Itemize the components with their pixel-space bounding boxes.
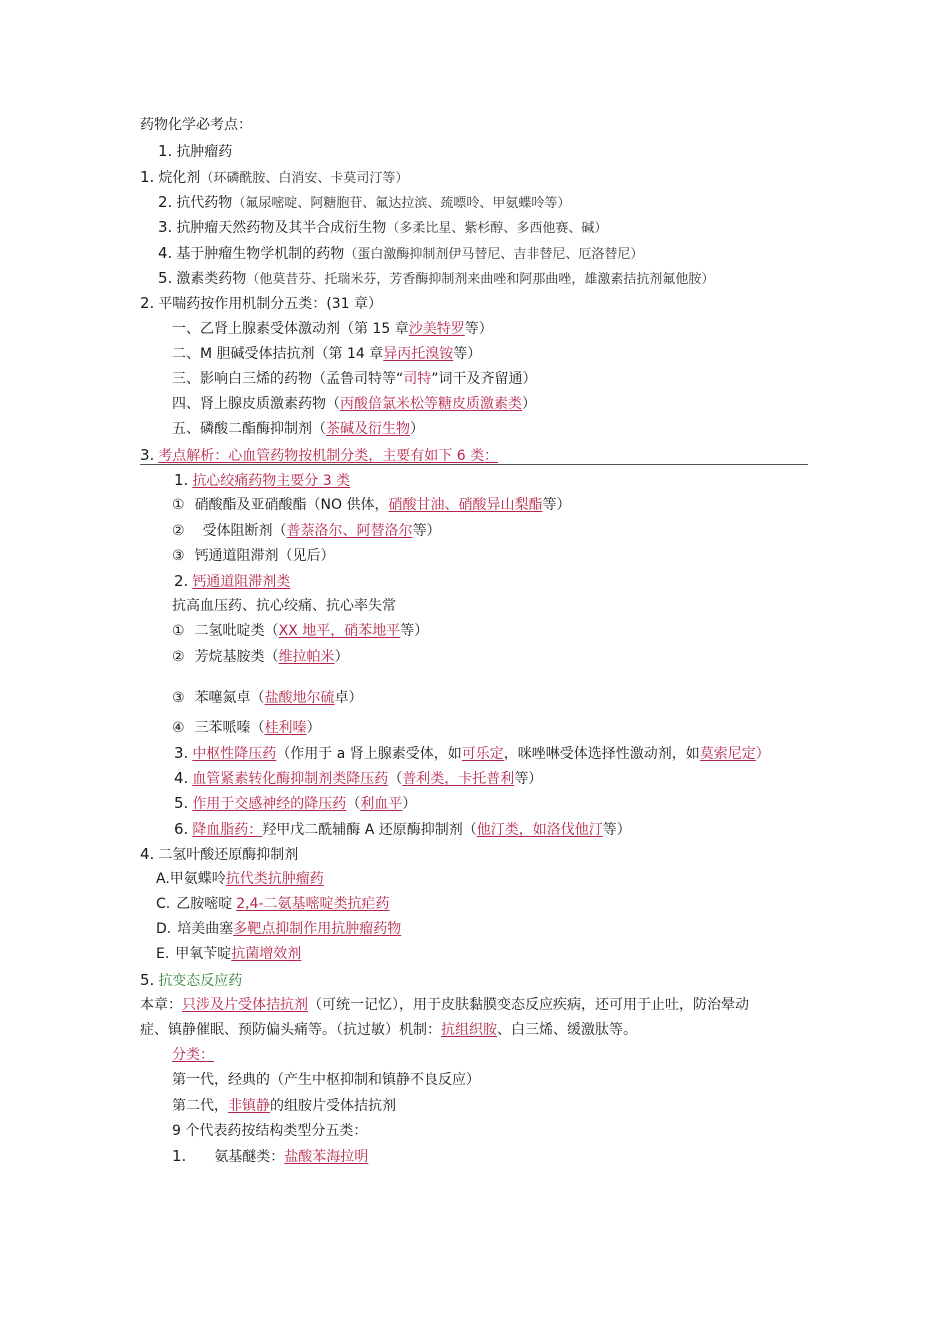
heading-cardiovascular bbox=[140, 446, 498, 465]
item-text: （作用于 a 肾上腺素受体，如 bbox=[276, 746, 462, 762]
list-item bbox=[156, 870, 324, 888]
list-item bbox=[158, 218, 607, 238]
item-text: 等） bbox=[453, 346, 482, 362]
drug-highlight: 司特 bbox=[403, 371, 432, 387]
list-item bbox=[174, 794, 416, 813]
list-item bbox=[158, 269, 714, 289]
list-item bbox=[172, 420, 424, 438]
list-item bbox=[172, 689, 363, 707]
item-text: ） bbox=[410, 421, 424, 437]
drug-highlight: 2,4-二氨基嘧啶类抗疟药 bbox=[236, 896, 390, 912]
item-text: 芳烷基胺类（ bbox=[194, 649, 279, 665]
item-text: 本章： bbox=[140, 997, 182, 1013]
list-number: 4. bbox=[174, 769, 189, 787]
item-text: 甲氨蝶呤 bbox=[169, 871, 226, 887]
list-number: 1. bbox=[172, 1147, 187, 1165]
drug-highlight: 只涉及片受体拮抗剂 bbox=[182, 997, 308, 1013]
list-item bbox=[172, 719, 321, 737]
classification-label bbox=[172, 1046, 214, 1064]
list-item bbox=[174, 820, 631, 839]
drug-highlight: 桂利嗪 bbox=[264, 720, 307, 736]
list-number: 5. bbox=[158, 269, 173, 287]
item-text: 激素类药物 bbox=[176, 271, 247, 287]
circle-marker: ③ bbox=[172, 690, 185, 706]
list-item bbox=[172, 648, 349, 666]
circle-marker: ④ bbox=[172, 720, 185, 736]
item-text: 氨基醚类： bbox=[214, 1149, 285, 1165]
item-note: （蛋白激酶抑制剂伊马替尼、吉非替尼、厄洛替尼） bbox=[344, 247, 644, 262]
list-item bbox=[158, 244, 643, 264]
list-item bbox=[140, 168, 408, 188]
item-text: ） bbox=[522, 396, 536, 412]
item-text: 二、M 胆碱受体拮抗剂（第 14 章 bbox=[172, 346, 384, 362]
heading-text: 平喘药按作用机制分五类： bbox=[158, 296, 327, 312]
item-text: 的组胺片受体拮抗剂 bbox=[270, 1098, 396, 1114]
list-item bbox=[172, 597, 396, 615]
heading-dhfr bbox=[140, 845, 298, 864]
item-text: 受体阻断剂（ bbox=[202, 523, 287, 539]
list-item bbox=[156, 945, 301, 963]
list-item bbox=[172, 1122, 367, 1140]
item-text: 卓） bbox=[334, 690, 363, 706]
letter-marker: C. bbox=[156, 896, 171, 912]
item-text: （ bbox=[388, 771, 403, 787]
list-item bbox=[172, 345, 481, 363]
item-text: 9 个代表药按结构类型分五类： bbox=[172, 1123, 368, 1139]
heading-text: 抗变态反应药 bbox=[158, 973, 243, 989]
drug-highlight: 异丙托溴铵 bbox=[383, 346, 454, 362]
item-text: 等） bbox=[542, 497, 571, 513]
item-text: ”词干及齐留通） bbox=[431, 371, 537, 387]
item-text: ） bbox=[334, 649, 349, 665]
item-text: 一、乙肾上腺素受体激动剂（第 15 章 bbox=[172, 321, 409, 337]
item-note: （氟尿嘧啶、阿糖胞苷、氟达拉滨、巯嘌呤、甲氨蝶呤等） bbox=[232, 196, 571, 211]
list-number: 3. bbox=[158, 218, 173, 236]
drug-highlight: 沙美特罗 bbox=[408, 321, 465, 337]
item-text: ，咪唑啉受体选择性激动剂，如 bbox=[503, 746, 700, 762]
item-text: 抗高血压药、抗心绞痛、抗心率失常 bbox=[172, 598, 396, 614]
list-item bbox=[174, 471, 350, 490]
heading-antitumor bbox=[158, 142, 232, 161]
drug-highlight: 硝酸甘油、硝酸异山梨酯 bbox=[388, 497, 543, 513]
list-item bbox=[156, 920, 401, 938]
drug-highlight: 他汀类，如洛伐他汀 bbox=[476, 822, 603, 838]
list-item bbox=[172, 1097, 396, 1115]
drug-highlight: 普利类，卡托普利 bbox=[402, 771, 515, 787]
item-text: 、白三烯、缓激肽等。 bbox=[497, 1022, 637, 1038]
list-number: 1. bbox=[158, 142, 173, 160]
letter-marker: A. bbox=[156, 871, 170, 887]
drug-highlight: 丙酸倍氯米松等糖皮质激素类 bbox=[340, 396, 522, 412]
item-text: 症、镇静催眠、预防偏头痛等。（抗过敏）机制： bbox=[140, 1022, 441, 1038]
item-text: 烷化剂 bbox=[158, 170, 201, 186]
drug-highlight: 维拉帕米 bbox=[278, 649, 335, 665]
list-number: 4. bbox=[158, 244, 173, 262]
drug-highlight: 血管紧素转化酶抑制剂类降压药 bbox=[192, 771, 389, 787]
paragraph-line bbox=[140, 1021, 637, 1039]
item-note: （多柔比星、紫杉醇、多西他赛、碱） bbox=[386, 221, 608, 236]
list-item bbox=[172, 1147, 368, 1166]
item-text: 五、磷酸二酯酶抑制剂（ bbox=[172, 421, 326, 437]
circle-marker: ② bbox=[172, 523, 185, 539]
drug-highlight: 非镇静 bbox=[228, 1098, 270, 1114]
drug-highlight: 抗菌增效剂 bbox=[231, 946, 302, 962]
item-text: 三、影响白三烯的药物（孟鲁司特等“ bbox=[172, 371, 404, 387]
item-text: 羟甲戊二酰辅酶 A 还原酶抑制剂（ bbox=[262, 822, 477, 838]
list-item bbox=[174, 572, 290, 591]
item-text: 等） bbox=[514, 771, 543, 787]
heading-text: 考点解析：心血管药物按机制分类，主要有如下 6 类： bbox=[158, 448, 499, 464]
chapter-note: (31 章） bbox=[326, 296, 383, 312]
letter-marker: D. bbox=[156, 921, 172, 937]
list-item bbox=[158, 193, 570, 213]
drug-highlight: 抗代类抗肿瘤药 bbox=[225, 871, 324, 887]
heading-text: 二氢叶酸还原酶抑制剂 bbox=[158, 847, 299, 863]
item-text: ） bbox=[755, 746, 770, 762]
list-item bbox=[172, 1071, 480, 1089]
list-number: 2. bbox=[140, 294, 155, 312]
item-text: 抗心绞痛药物主要分 3 类 bbox=[192, 473, 351, 489]
item-text: 钙通道阻滞剂类 bbox=[192, 574, 291, 590]
item-text: 甲氧苄啶 bbox=[175, 946, 232, 962]
item-text: ） bbox=[306, 720, 321, 736]
drug-highlight: 多靶点抑制作用抗肿瘤药物 bbox=[233, 921, 402, 937]
list-item bbox=[172, 622, 428, 640]
list-item bbox=[174, 744, 770, 763]
heading-text: 抗肿瘤药 bbox=[176, 144, 233, 160]
item-text: 分类： bbox=[172, 1047, 214, 1063]
drug-highlight: 盐酸地尔硫 bbox=[264, 690, 335, 706]
list-number: 2. bbox=[158, 193, 173, 211]
list-number: 1. bbox=[140, 168, 155, 186]
circle-marker: ① bbox=[172, 497, 185, 513]
list-item bbox=[172, 496, 571, 514]
drug-highlight: 作用于交感神经的降压药 bbox=[192, 796, 347, 812]
item-text: 等） bbox=[602, 822, 631, 838]
list-number: 4. bbox=[140, 845, 155, 863]
drug-highlight: 普萘洛尔、阿替洛尔 bbox=[286, 523, 413, 539]
item-note: （他莫昔芬、托瑞米芬，芳香酶抑制剂来曲唑和阿那曲唑，雄激素拮抗剂氟他胺） bbox=[246, 272, 715, 287]
list-item bbox=[156, 895, 390, 913]
item-text: 等） bbox=[400, 623, 429, 639]
drug-highlight: 可乐定 bbox=[461, 746, 504, 762]
list-number: 3. bbox=[140, 446, 155, 464]
drug-highlight: 莫索尼定 bbox=[699, 746, 756, 762]
item-text: 苯噻氮卓（ bbox=[194, 690, 265, 706]
drug-highlight: 盐酸苯海拉明 bbox=[284, 1149, 369, 1165]
list-item bbox=[172, 370, 537, 388]
drug-highlight: 抗组织胺 bbox=[441, 1022, 497, 1038]
paragraph-line bbox=[140, 996, 749, 1014]
item-text: 二氢吡啶类（ bbox=[194, 623, 279, 639]
list-item bbox=[172, 395, 536, 413]
item-text: 硝酸酯及亚硝酸酯（NO 供体， bbox=[194, 497, 389, 513]
item-text: 培美曲塞 bbox=[177, 921, 234, 937]
divider bbox=[140, 464, 808, 465]
item-text: 钙通道阻滞剂（见后） bbox=[194, 548, 335, 564]
item-text: （可统一记忆），用于皮肤黏膜变态反应疾病，还可用于止吐，防治晕动 bbox=[308, 997, 749, 1013]
list-number: 1. bbox=[174, 471, 189, 489]
item-text: 基于肿瘤生物学机制的药物 bbox=[176, 246, 345, 262]
item-text: 三苯哌嗪（ bbox=[194, 720, 265, 736]
page-title: 药物化学必考点： bbox=[140, 117, 252, 133]
item-text: 抗肿瘤天然药物及其半合成衍生物 bbox=[176, 220, 387, 236]
item-text: 乙胺嘧啶 bbox=[176, 896, 233, 912]
item-text: 四、肾上腺皮质激素药物（ bbox=[172, 396, 340, 412]
item-text: 抗代药物 bbox=[176, 195, 233, 211]
list-number: 6. bbox=[174, 820, 189, 838]
item-text: 第二代， bbox=[172, 1098, 228, 1114]
item-note: （环磷酰胺、白消安、卡莫司汀等） bbox=[200, 171, 409, 186]
drug-highlight: 利血平 bbox=[360, 796, 403, 812]
item-text: （ bbox=[346, 796, 361, 812]
letter-marker: E. bbox=[156, 946, 170, 962]
list-number: 5. bbox=[140, 971, 155, 989]
circle-marker: ① bbox=[172, 623, 185, 639]
item-text: ） bbox=[402, 796, 417, 812]
list-item bbox=[172, 320, 493, 338]
drug-highlight: 茶碱及衍生物 bbox=[326, 421, 410, 437]
heading-antiallergy bbox=[140, 971, 242, 990]
list-item bbox=[172, 547, 335, 565]
item-text: 等） bbox=[464, 321, 493, 337]
circle-marker: ③ bbox=[172, 548, 185, 564]
item-text: 等） bbox=[412, 523, 441, 539]
list-number: 2. bbox=[174, 572, 189, 590]
list-item bbox=[174, 769, 542, 788]
heading-antiasthma bbox=[140, 294, 382, 313]
list-item bbox=[172, 522, 441, 540]
drug-highlight: 降血脂药： bbox=[192, 822, 263, 838]
drug-highlight: XX 地平，硝苯地平 bbox=[278, 623, 401, 639]
drug-highlight: 中枢性降压药 bbox=[192, 746, 277, 762]
circle-marker: ② bbox=[172, 649, 185, 665]
item-text: 第一代，经典的（产生中枢抑制和镇静不良反应） bbox=[172, 1072, 480, 1088]
list-number: 5. bbox=[174, 794, 189, 812]
list-number: 3. bbox=[174, 744, 189, 762]
